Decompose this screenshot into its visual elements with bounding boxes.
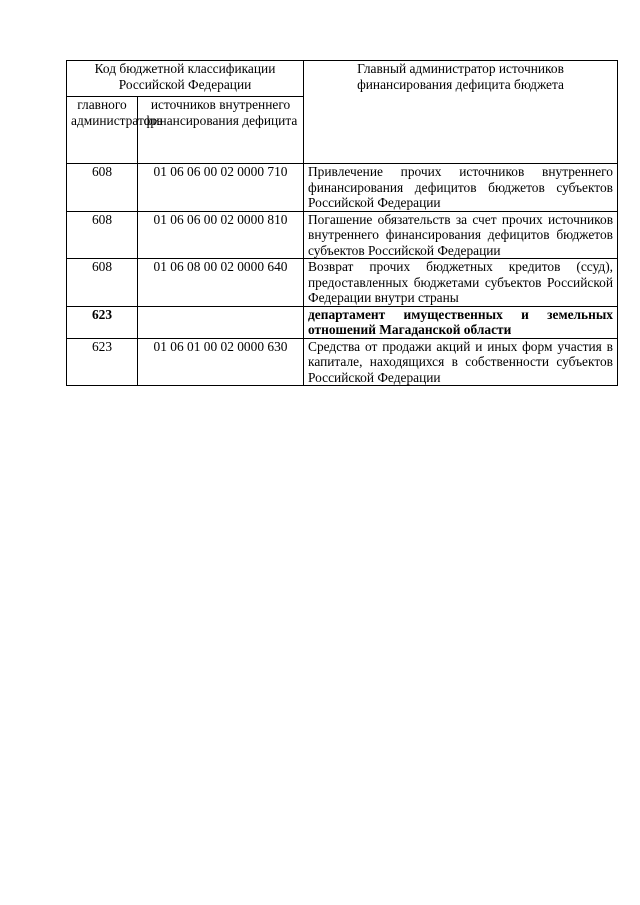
name-cell: департамент имущественных и земельных отношений Магаданской области <box>304 306 618 338</box>
source-code-cell: 01 06 01 00 02 0000 630 <box>138 338 304 386</box>
admin-code-cell: 608 <box>67 211 138 259</box>
table-row-section <box>67 306 618 338</box>
budget-classification-table <box>66 60 618 386</box>
source-code-cell: 01 06 06 00 02 0000 810 <box>138 211 304 259</box>
source-code-cell <box>138 306 304 338</box>
admin-code-cell: 623 <box>67 306 138 338</box>
name-cell: Возврат прочих бюджетных кредитов (ссуд), предоставленных бюджетами субъектов Российской Федерации внутри страны <box>304 259 618 307</box>
admin-code-cell: 608 <box>67 259 138 307</box>
name-cell: Средства от продажи акций и иных форм участия в капитале, находящихся в собственности субъектов Российской Федерации <box>304 338 618 386</box>
table-row <box>67 259 618 307</box>
source-code-cell: 01 06 06 00 02 0000 710 <box>138 164 304 212</box>
table-row <box>67 211 618 259</box>
table-row <box>67 164 618 212</box>
table-header <box>67 61 618 164</box>
admin-code-cell: 623 <box>67 338 138 386</box>
source-code-cell: 01 06 08 00 02 0000 640 <box>138 259 304 307</box>
name-cell: Привлечение прочих источников внутреннего финансирования дефицитов бюджетов субъектов Российской Федерации <box>304 164 618 212</box>
name-cell: Погашение обязательств за счет прочих источников внутреннего финансирования дефицитов бюджетов субъектов Российской Федерации <box>304 211 618 259</box>
header-source-code: источников внутреннего финансирования дефицита <box>138 97 304 164</box>
table-row <box>67 338 618 386</box>
header-admin-code: главного администратора <box>67 97 138 164</box>
header-classification-code: Код бюджетной классификации Российской Федерации <box>67 61 304 97</box>
admin-code-cell: 608 <box>67 164 138 212</box>
header-chief-administrator: Главный администратор источников финансирования дефицита бюджета <box>304 61 618 164</box>
